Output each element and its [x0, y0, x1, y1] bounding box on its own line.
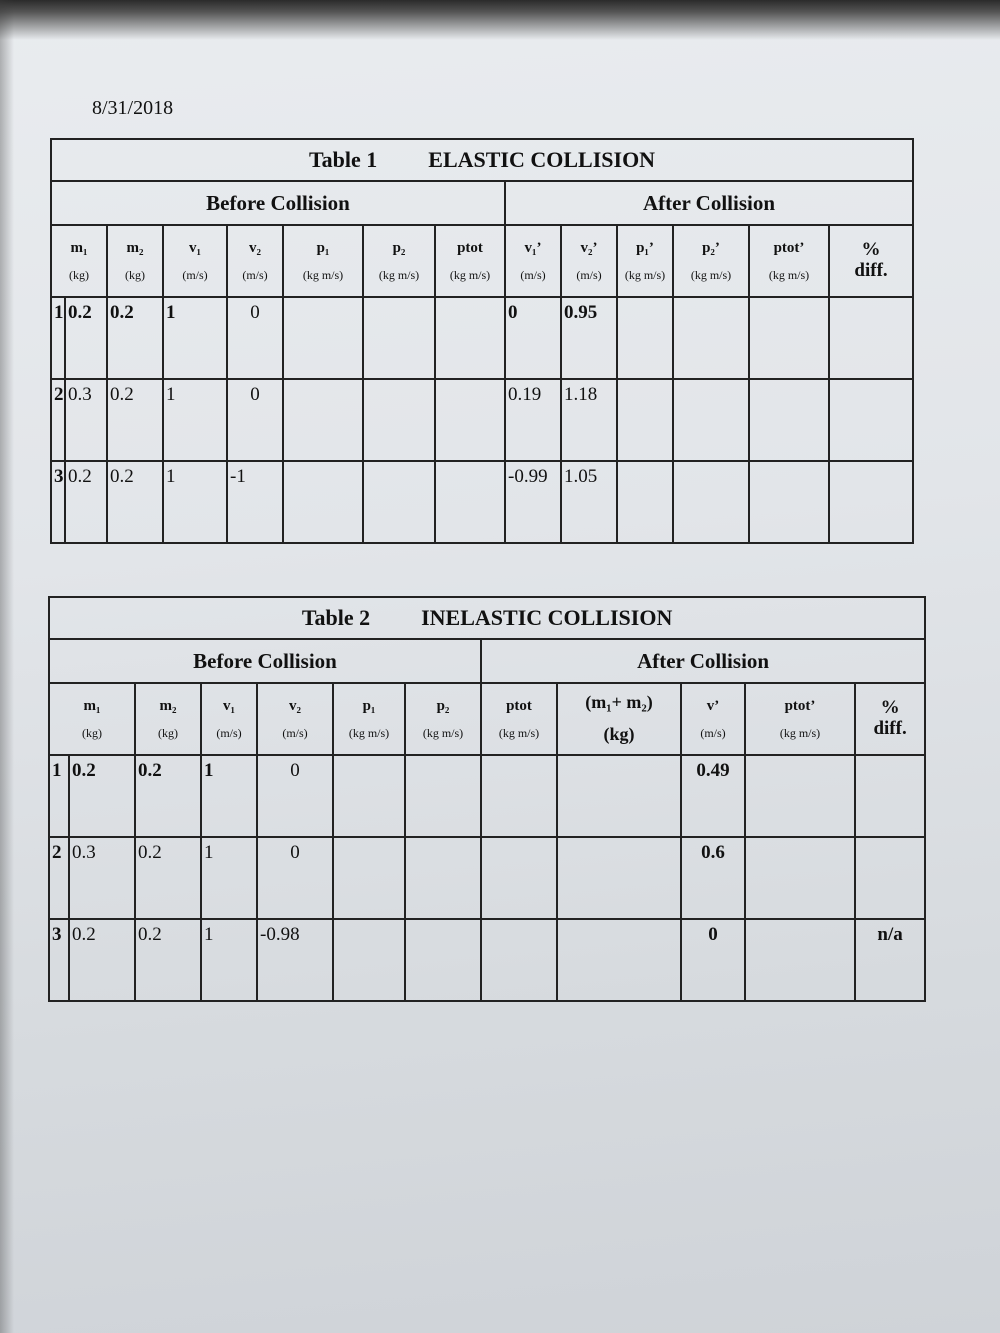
cell-v1: 1	[201, 919, 257, 1001]
cell-ptot	[435, 379, 505, 461]
cell-v2: 0	[257, 755, 333, 837]
cell-m1: 0.2	[69, 755, 135, 837]
cell-total-mass	[557, 755, 681, 837]
cell-p1-after	[617, 297, 673, 379]
cell-ptot	[435, 297, 505, 379]
table2-col-v2: v₂ (m/s)	[257, 683, 333, 755]
cell-p2	[363, 461, 435, 543]
cell-p1	[333, 837, 405, 919]
cell-v2: 0	[227, 379, 283, 461]
cell-v-after: 0	[681, 919, 745, 1001]
table2-title: INELASTIC COLLISION	[421, 605, 673, 630]
cell-m2: 0.2	[135, 837, 201, 919]
cell-m1: 0.2	[65, 461, 107, 543]
table1-after-header: After Collision	[505, 181, 913, 225]
table1-col-v2: v₂ (m/s)	[227, 225, 283, 297]
cell-p1-after	[617, 461, 673, 543]
cell-p1	[283, 379, 363, 461]
cell-m2: 0.2	[135, 919, 201, 1001]
table-row	[49, 837, 925, 919]
cell-m2: 0.2	[135, 755, 201, 837]
cell-v2: -1	[227, 461, 283, 543]
cell-p1	[283, 297, 363, 379]
row-number: 1	[51, 297, 65, 379]
table2-col-v1: v₁ (m/s)	[201, 683, 257, 755]
cell-v-after: 0.49	[681, 755, 745, 837]
row-number: 3	[51, 461, 65, 543]
table1-col-ptot-after: ptot’ (kg m/s)	[749, 225, 829, 297]
cell-m1: 0.2	[69, 919, 135, 1001]
table1-col-m2: m₂ (kg)	[107, 225, 163, 297]
top-shadow	[0, 0, 1000, 40]
cell-total-mass	[557, 919, 681, 1001]
table1-col-p2: p₂ (kg m/s)	[363, 225, 435, 297]
table1-title-cell	[51, 139, 913, 181]
table2-col-percent-diff: % diff.	[855, 683, 925, 755]
table1-col-p2-after: p₂’ (kg m/s)	[673, 225, 749, 297]
table1-col-percent-diff: % diff.	[829, 225, 913, 297]
table2-after-header: After Collision	[481, 639, 925, 683]
cell-total-mass	[557, 837, 681, 919]
cell-p2-after	[673, 297, 749, 379]
cell-ptot-after	[749, 379, 829, 461]
cell-v1: 1	[163, 461, 227, 543]
table1-col-v2-after: v₂’ (m/s)	[561, 225, 617, 297]
cell-p2-after	[673, 379, 749, 461]
table1-title: ELASTIC COLLISION	[428, 147, 656, 172]
cell-percent-diff	[855, 837, 925, 919]
table2-col-p1: p₁ (kg m/s)	[333, 683, 405, 755]
cell-ptot	[481, 755, 557, 837]
cell-p1	[333, 919, 405, 1001]
table1-col-m1: m₁ (kg)	[51, 225, 107, 297]
table1-before-header: Before Collision	[51, 181, 505, 225]
cell-v2-after: 0.95	[561, 297, 617, 379]
cell-v2: 0	[257, 837, 333, 919]
table-row	[51, 297, 913, 379]
table1-col-v1-after: v₁’ (m/s)	[505, 225, 561, 297]
table-row	[49, 755, 925, 837]
table2-col-total-mass: (m₁+ m₂) (kg)	[557, 683, 681, 755]
table2-col-m1: m₁ (kg)	[49, 683, 135, 755]
table-row	[49, 919, 925, 1001]
cell-ptot	[435, 461, 505, 543]
table2-col-ptot: ptot (kg m/s)	[481, 683, 557, 755]
cell-p2	[363, 379, 435, 461]
cell-v2: 0	[227, 297, 283, 379]
table1-label: Table 1	[308, 147, 378, 172]
elastic-collision-table	[50, 138, 914, 544]
cell-ptot-after	[749, 461, 829, 543]
cell-v1: 1	[163, 379, 227, 461]
table2-label: Table 2	[301, 605, 371, 630]
table1-col-ptot: ptot (kg m/s)	[435, 225, 505, 297]
table2-col-v-after: v’ (m/s)	[681, 683, 745, 755]
row-number: 1	[49, 755, 69, 837]
cell-p1	[333, 755, 405, 837]
cell-ptot-after	[745, 837, 855, 919]
cell-v2-after: 1.05	[561, 461, 617, 543]
table2-col-ptot-after: ptot’ (kg m/s)	[745, 683, 855, 755]
table1-col-p1: p₁ (kg m/s)	[283, 225, 363, 297]
cell-ptot	[481, 837, 557, 919]
cell-percent-diff	[855, 755, 925, 837]
cell-ptot-after	[745, 919, 855, 1001]
cell-percent-diff	[829, 297, 913, 379]
cell-p2	[405, 837, 481, 919]
cell-m2: 0.2	[107, 379, 163, 461]
table-row	[51, 461, 913, 543]
table2-before-header: Before Collision	[49, 639, 481, 683]
cell-v2: -0.98	[257, 919, 333, 1001]
cell-m1: 0.2	[65, 297, 107, 379]
cell-v1-after: 0.19	[505, 379, 561, 461]
table2-col-p2: p₂ (kg m/s)	[405, 683, 481, 755]
cell-p2	[363, 297, 435, 379]
table1-col-p1-after: p₁’ (kg m/s)	[617, 225, 673, 297]
cell-ptot-after	[749, 297, 829, 379]
cell-ptot	[481, 919, 557, 1001]
cell-m1: 0.3	[69, 837, 135, 919]
cell-p2	[405, 755, 481, 837]
cell-m2: 0.2	[107, 297, 163, 379]
cell-v1: 1	[201, 837, 257, 919]
cell-p2	[405, 919, 481, 1001]
left-shadow	[0, 0, 14, 1333]
cell-v1: 1	[163, 297, 227, 379]
table2-col-m2: m₂ (kg)	[135, 683, 201, 755]
cell-v1-after: -0.99	[505, 461, 561, 543]
row-number: 3	[49, 919, 69, 1001]
cell-p1	[283, 461, 363, 543]
cell-percent-diff: n/a	[855, 919, 925, 1001]
cell-p2-after	[673, 461, 749, 543]
cell-p1-after	[617, 379, 673, 461]
table-row	[51, 379, 913, 461]
cell-v2-after: 1.18	[561, 379, 617, 461]
inelastic-collision-table	[48, 596, 926, 1002]
table2-title-cell	[49, 597, 925, 639]
row-number: 2	[51, 379, 65, 461]
table1-col-v1: v₁ (m/s)	[163, 225, 227, 297]
date-label: 8/31/2018	[92, 97, 174, 119]
cell-v1: 1	[201, 755, 257, 837]
cell-v1-after: 0	[505, 297, 561, 379]
row-number: 2	[49, 837, 69, 919]
cell-v-after: 0.6	[681, 837, 745, 919]
cell-m2: 0.2	[107, 461, 163, 543]
cell-percent-diff	[829, 379, 913, 461]
cell-m1: 0.3	[65, 379, 107, 461]
cell-percent-diff	[829, 461, 913, 543]
cell-ptot-after	[745, 755, 855, 837]
